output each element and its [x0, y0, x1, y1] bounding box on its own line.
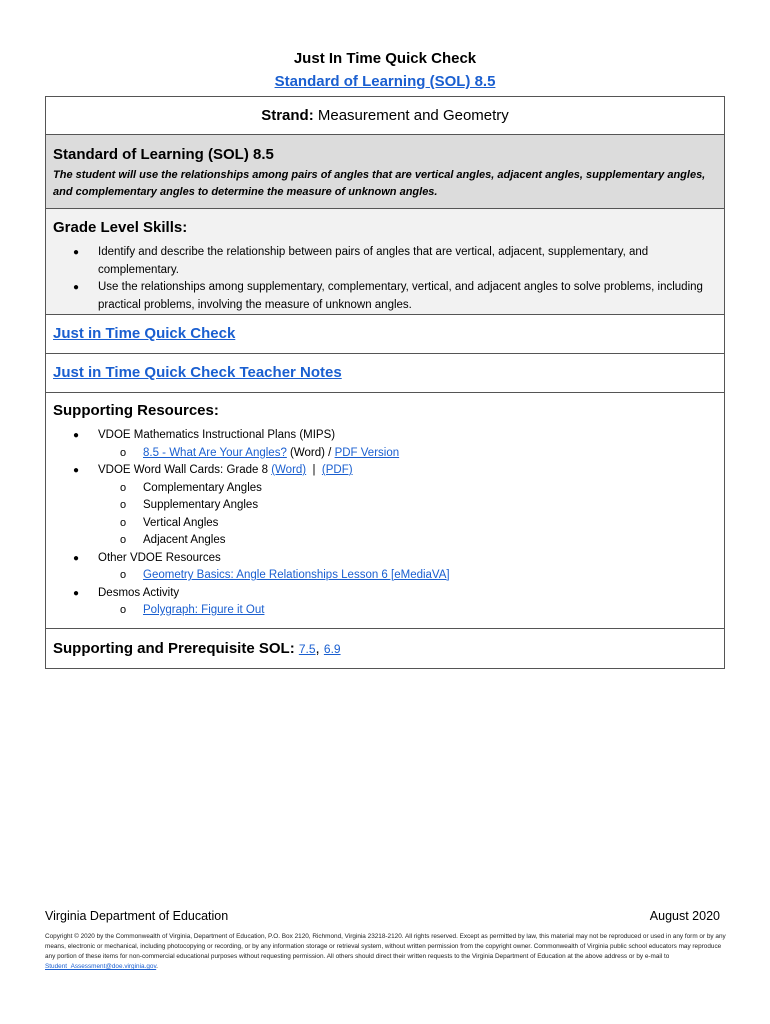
- resource-mips: [53, 427, 717, 462]
- word-wall-sublist: [98, 480, 717, 550]
- resource-word-wall: [53, 462, 717, 550]
- mips-label: VDOE Mathematics Instructional Plans (MIPS): [98, 429, 336, 441]
- copyright-end: .: [156, 963, 158, 970]
- word-wall-label: VDOE Word Wall Cards: Grade 8: [98, 464, 272, 476]
- copyright-notice: [45, 932, 729, 972]
- mips-word-text: (Word) /: [286, 446, 335, 459]
- mips-item: [98, 445, 717, 463]
- word-wall-item: o Vertical Angles: [98, 515, 717, 533]
- quick-check-row: [46, 314, 724, 353]
- teacher-notes-row: [46, 353, 724, 392]
- skills-list: [53, 244, 717, 314]
- quick-check-link[interactable]: Just in Time Quick Check: [53, 325, 236, 342]
- other-label: Other VDOE Resources: [98, 551, 221, 564]
- mips-pdf-link[interactable]: PDF Version: [334, 446, 400, 459]
- document-title: Just In Time Quick Check: [293, 50, 477, 67]
- word-wall-item: o Supplementary Angles: [98, 497, 717, 515]
- other-sublist: [98, 567, 717, 585]
- resource-desmos: [53, 585, 717, 620]
- footer-date: August 2020: [649, 909, 720, 923]
- prereq-row: [46, 628, 724, 668]
- word-wall-item: o Adjacent Angles: [98, 532, 717, 550]
- polygraph-link[interactable]: Polygraph: Figure it Out: [143, 604, 265, 616]
- content-table: [45, 96, 725, 669]
- sol-description: The student will use the relationships among pairs of angles that are vertical angles, adjacent angles, supplementary angles, and complementary angles to determine the measure of unknown angles.: [53, 169, 706, 198]
- resource-other: [53, 550, 717, 585]
- desmos-item: [98, 602, 717, 620]
- sol-title: Standard of Learning (SOL) 8.5: [53, 146, 274, 163]
- word-wall-item: o Complementary Angles: [98, 480, 717, 498]
- skill-item: ● Identify and describe the relationship between pairs of angles that are vertical, adjacent, supplementary, and complementary.: [53, 244, 717, 279]
- sol-6-9-link[interactable]: 6.9: [323, 642, 341, 656]
- footer-organization: Virginia Department of Education: [45, 909, 229, 923]
- assessment-email-link[interactable]: Student_Assessment@doe.virginia.gov: [45, 963, 157, 970]
- prereq-separator: ,: [315, 640, 324, 657]
- skill-item: ● Use the relationships among supplementary, complementary, vertical, and adjacent angles to solve problems, including practical problems, involving the measure of unknown angles.: [53, 279, 717, 314]
- mips-angles-link[interactable]: 8.5 - What Are Your Angles?: [143, 446, 287, 459]
- document-subtitle: [0, 71, 770, 93]
- desmos-label: Desmos Activity: [98, 586, 180, 599]
- other-item: [98, 567, 717, 585]
- word-wall-word-link[interactable]: (Word): [271, 464, 307, 476]
- prereq-label: Supporting and Prerequisite SOL:: [53, 640, 295, 657]
- strand-value: Measurement and Geometry: [317, 107, 509, 124]
- sol-link[interactable]: Standard of Learning (SOL) 8.5: [274, 73, 496, 90]
- word-wall-separator: |: [306, 464, 322, 476]
- teacher-notes-link[interactable]: Just in Time Quick Check Teacher Notes: [53, 364, 342, 381]
- mips-sublist: [98, 445, 717, 463]
- resources-row: [46, 392, 724, 628]
- skills-row: [46, 208, 724, 314]
- sol-row: [46, 134, 724, 208]
- copyright-text: Copyright © 2020 by the Commonwealth of Virginia, Department of Education, P.O. Box 2120, Richmond, Virginia 23218-2120. All rights reserved. Except as permitted by law, this material may not be reproduced or used in any form or by any means, electronic or mechanical, including photocopying or recording, or by any information storage or retrieval system, without written permission from the copyright owner. Commonwealth of Virginia public school educators may reproduce any portion of these items for non-commercial educational purposes without requesting permission. All others should direct their written requests to the Virginia Department of Education at the above address or by e-mail to: [45, 933, 726, 960]
- desmos-sublist: [98, 602, 717, 620]
- sol-7-5-link[interactable]: 7.5: [298, 642, 316, 656]
- word-wall-pdf-link[interactable]: (PDF): [321, 464, 353, 476]
- skills-title: Grade Level Skills:: [53, 219, 188, 236]
- resources-title: Supporting Resources:: [53, 402, 219, 419]
- strand-row: [46, 97, 724, 134]
- geometry-basics-link[interactable]: Geometry Basics: Angle Relationships Lesson 6 [eMediaVA]: [143, 569, 450, 581]
- resources-list: [53, 427, 717, 620]
- strand-label: Strand:: [261, 107, 314, 124]
